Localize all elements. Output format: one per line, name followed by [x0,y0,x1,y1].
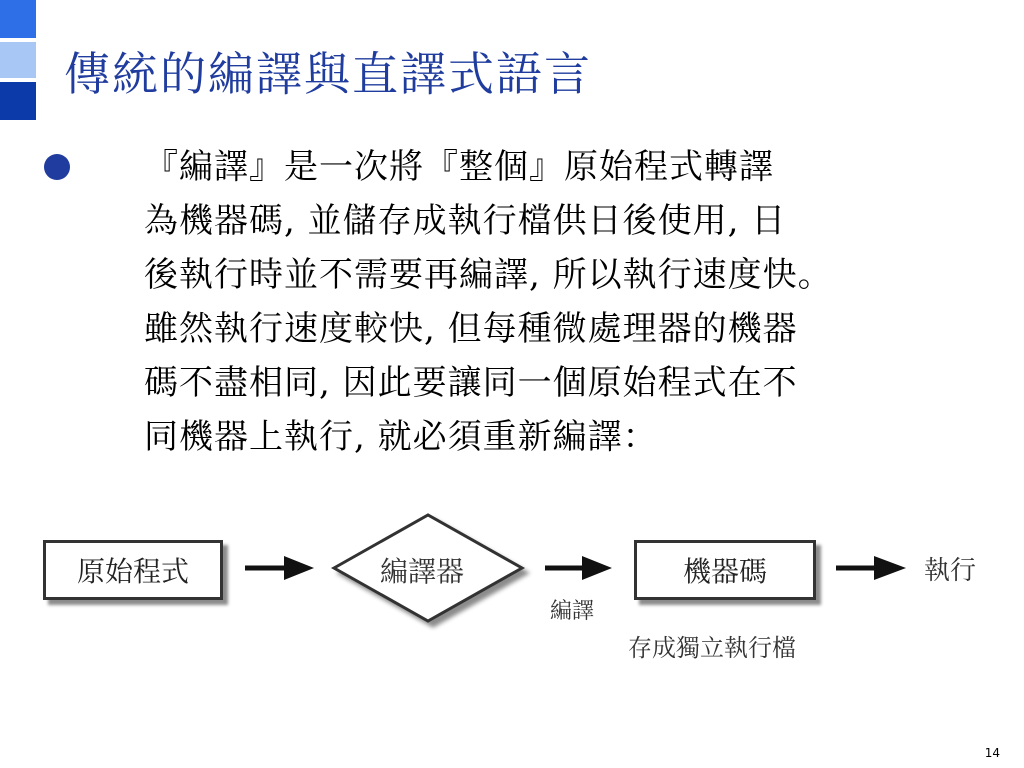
body-line: 後執行時並不需要再編譯, 所以執行速度快。 [144,255,833,295]
page-number: 14 [984,746,1000,760]
compile-flow-diagram [0,510,1024,710]
body-line: 同機器上執行, 就必須重新編譯： [144,417,658,457]
body-line: 『編譯』是一次將『整個』原始程式轉譯 [144,147,774,187]
arrow-right-icon [245,556,314,580]
arrow-right-icon [545,556,612,580]
body-line: 碼不盡相同, 因此要讓同一個原始程式在不 [144,363,798,403]
decor-square-middle [0,42,36,78]
decor-square-bottom [0,82,36,120]
machine-code-box [634,540,816,600]
compiler-label: 編譯器 [380,555,465,588]
machine-code-label: 機器碼 [682,555,767,588]
slide-title: 傳統的編譯與直譯式語言 [64,47,592,101]
compile-label: 編譯 [550,599,595,624]
source-program-box [43,540,223,600]
store-executable-label: 存成獨立執行檔 [628,634,796,662]
bullet-icon [44,154,70,180]
execute-label: 執行 [924,556,977,586]
body-line: 為機器碼, 並儲存成執行檔供日後使用, 日 [144,201,787,241]
body-text [144,140,1004,464]
arrow-right-icon [836,556,906,580]
decor-square-top [0,0,36,38]
body-line: 雖然執行速度較快, 但每種微處理器的機器 [144,309,798,349]
source-program-label: 原始程式 [76,555,189,588]
